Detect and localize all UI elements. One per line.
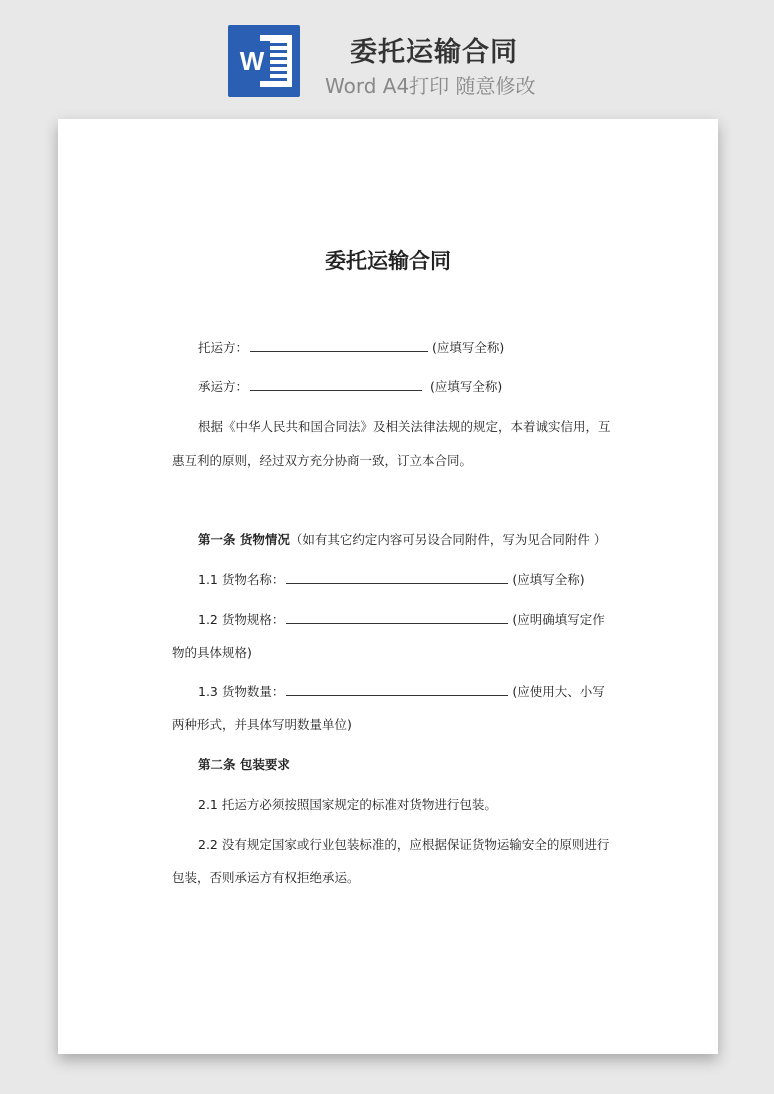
item-2-2-line-2: 包装，否则承运方有权拒绝承运。 [172, 870, 360, 885]
article-2-heading: 第二条 包装要求 [198, 757, 290, 772]
document-page [58, 119, 718, 1054]
intro-line-1: 根据《中华人民共和国合同法》及相关法律法规的规定，本着诚实信用，互 [198, 419, 611, 434]
carrier-blank[interactable] [250, 378, 422, 391]
item-1-1-note: (应填写全称) [512, 572, 585, 587]
item-1-3-continuation: 两种形式，并具体写明数量单位) [172, 717, 352, 732]
item-1-1-blank[interactable] [286, 571, 508, 584]
shipper-label: 托运方： [198, 340, 249, 355]
shipper-note: (应填写全称) [432, 340, 505, 355]
header-subtitle: Word A4打印 随意修改 [325, 74, 536, 98]
item-2-1: 2.1 托运方必须按照国家规定的标准对货物进行包装。 [198, 797, 497, 812]
item-1-3-blank[interactable] [286, 683, 508, 696]
carrier-label: 承运方： [198, 379, 249, 394]
word-icon [228, 25, 300, 97]
item-1-1-line [198, 570, 585, 588]
item-1-3-line [198, 682, 605, 700]
carrier-note: (应填写全称) [430, 379, 503, 394]
article-1-note: （如有其它约定内容可另设合同附件，写为见合同附件 ） [289, 532, 607, 547]
header-title: 委托运输合同 [350, 37, 518, 68]
article-1-line [198, 530, 606, 548]
item-1-2-label: 1.2 货物规格： [198, 612, 285, 627]
article-1-heading: 第一条 货物情况 [198, 532, 290, 547]
item-1-2-note: (应明确填写定作 [512, 612, 605, 627]
document-title: 委托运输合同 [325, 249, 451, 273]
intro-line-2: 惠互利的原则，经过双方充分协商一致，订立本合同。 [172, 453, 473, 468]
shipper-line [198, 338, 504, 356]
item-1-2-continuation: 物的具体规格) [172, 645, 252, 660]
carrier-line [198, 377, 502, 395]
shipper-blank[interactable] [250, 339, 428, 352]
item-1-3-label: 1.3 货物数量： [198, 684, 285, 699]
item-2-2-line-1: 2.2 没有规定国家或行业包装标准的，应根据保证货物运输安全的原则进行 [198, 837, 610, 852]
item-1-3-note: (应使用大、小写 [512, 684, 605, 699]
article-2-line [198, 755, 290, 773]
item-1-1-label: 1.1 货物名称： [198, 572, 285, 587]
word-icon-letter: W [234, 41, 270, 81]
page-header [0, 0, 774, 118]
item-1-2-line [198, 610, 605, 628]
item-1-2-blank[interactable] [286, 611, 508, 624]
